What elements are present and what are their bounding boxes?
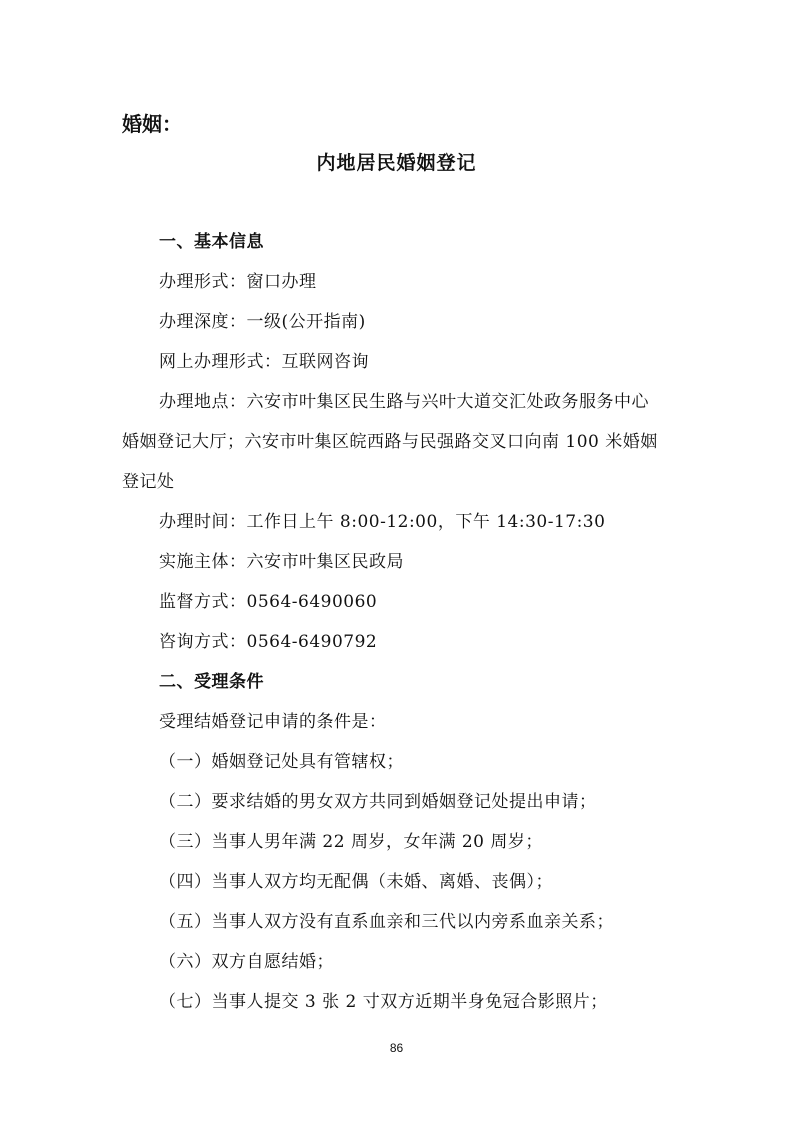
section-heading-basic-info: 一、基本信息 bbox=[159, 232, 264, 252]
info-line-agency: 实施主体：六安市叶集区民政局 bbox=[159, 552, 404, 572]
condition-item-2: （二）要求结婚的男女双方共同到婚姻登记处提出申请； bbox=[159, 792, 597, 812]
condition-item-3: （三）当事人男年满 22 周岁，女年满 20 周岁； bbox=[159, 832, 543, 852]
condition-item-7: （七）当事人提交 3 张 2 寸双方近期半身免冠合影照片； bbox=[159, 992, 608, 1012]
document-title: 内地居民婚姻登记 bbox=[316, 152, 477, 174]
chapter-heading: 婚姻： bbox=[122, 112, 182, 136]
info-line-location-end: 登记处 bbox=[122, 472, 175, 492]
info-line-location: 办理地点：六安市叶集区民生路与兴叶大道交汇处政务服务中心 bbox=[159, 392, 649, 412]
info-line-form: 办理形式：窗口办理 bbox=[159, 272, 317, 292]
info-line-location-cont: 婚姻登记大厅；六安市叶集区皖西路与民强路交叉口向南 100 米婚姻 bbox=[122, 432, 658, 452]
conditions-intro: 受理结婚登记申请的条件是： bbox=[159, 712, 387, 732]
section-heading-conditions: 二、受理条件 bbox=[159, 672, 264, 692]
info-line-depth: 办理深度：一级(公开指南) bbox=[159, 312, 366, 332]
condition-item-4: （四）当事人双方均无配偶（未婚、离婚、丧偶）； bbox=[159, 872, 553, 892]
info-line-supervision: 监督方式：0564-6490060 bbox=[159, 592, 378, 612]
condition-item-6: （六）双方自愿结婚； bbox=[159, 952, 334, 972]
page-number: 86 bbox=[389, 1041, 404, 1055]
info-line-online-form: 网上办理形式：互联网咨询 bbox=[159, 352, 369, 372]
condition-item-1: （一）婚姻登记处具有管辖权； bbox=[159, 752, 404, 772]
condition-item-5: （五）当事人双方没有直系血亲和三代以内旁系血亲关系； bbox=[159, 912, 614, 932]
info-line-consultation: 咨询方式：0564-6490792 bbox=[159, 632, 378, 652]
info-line-hours: 办理时间：工作日上午 8:00-12:00，下午 14:30-17:30 bbox=[159, 512, 606, 532]
